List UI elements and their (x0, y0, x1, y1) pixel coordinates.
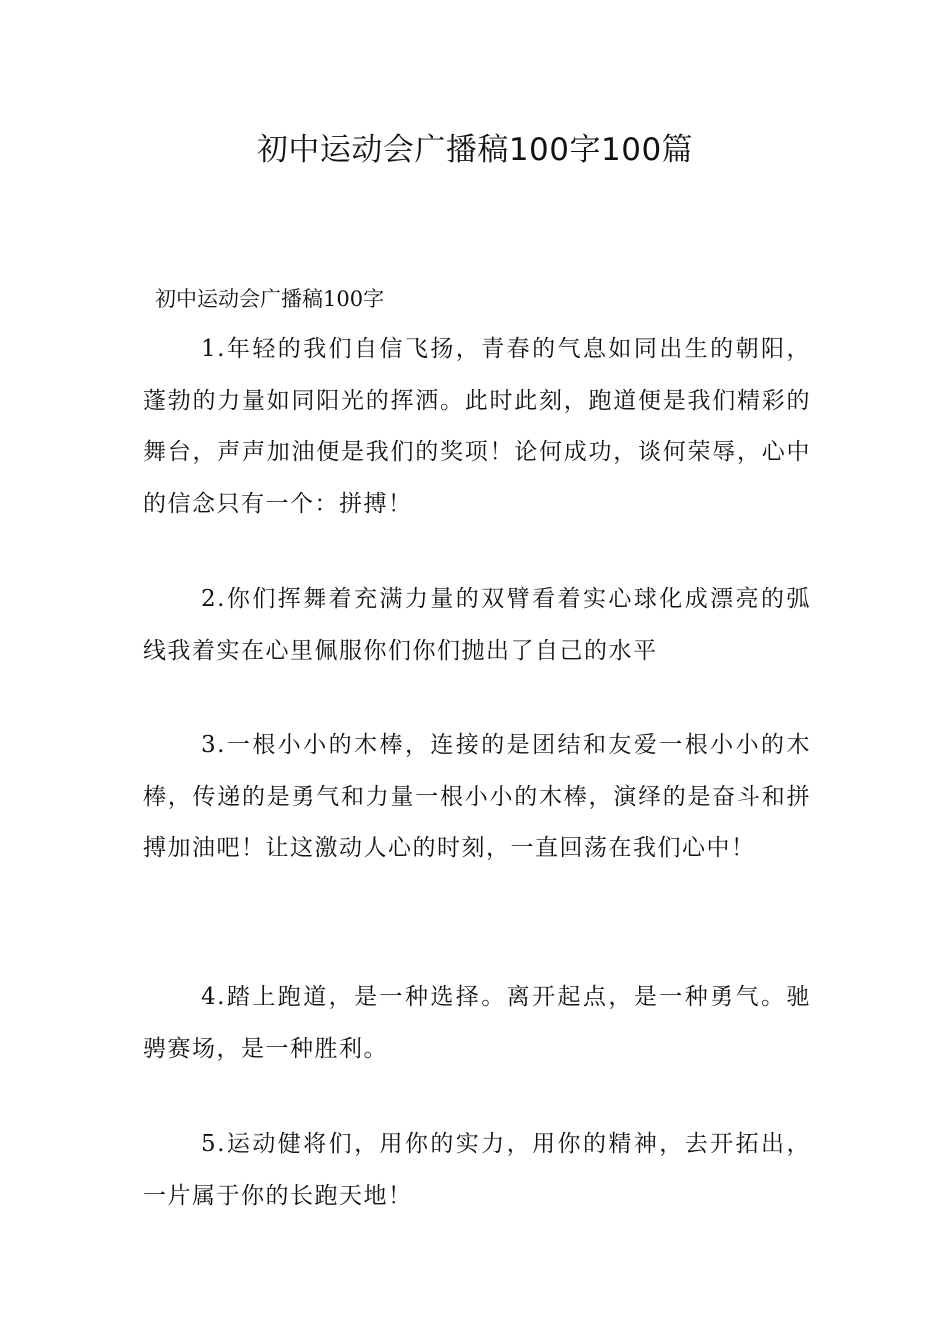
paragraph-5: 5.运动健将们，用你的实力，用你的精神，去开拓出，一片属于你的长跑天地！ (143, 1131, 811, 1209)
paragraph-3: 3.一根小小的木棒，连接的是团结和友爱一根小小的木棒，传递的是勇气和力量一根小小的木棒，演绎的是奋斗和拼搏加油吧！让这激动人心的时刻，一直回荡在我们心中！ (143, 732, 811, 861)
paragraph-4: 4.踏上跑道，是一种选择。离开起点，是一种勇气。驰骋赛场，是一种胜利。 (143, 984, 811, 1062)
paragraph-1: 1.年轻的我们自信飞扬，青春的气息如同出生的朝阳，蓬勃的力量如同阳光的挥洒。此时此刻，跑道便是我们精彩的舞台，声声加油便是我们的奖项！论何成功，谈何荣辱，心中的信念只有一个：拼搏！ (143, 336, 811, 517)
paragraph-2: 2.你们挥舞着充满力量的双臂看着实心球化成漂亮的弧线我着实在心里佩服你们你们抛出了自己的水平 (143, 586, 811, 664)
document-title: 初中运动会广播稿100字100篇 (256, 132, 694, 168)
section-heading: 初中运动会广播稿100字 (155, 287, 385, 311)
